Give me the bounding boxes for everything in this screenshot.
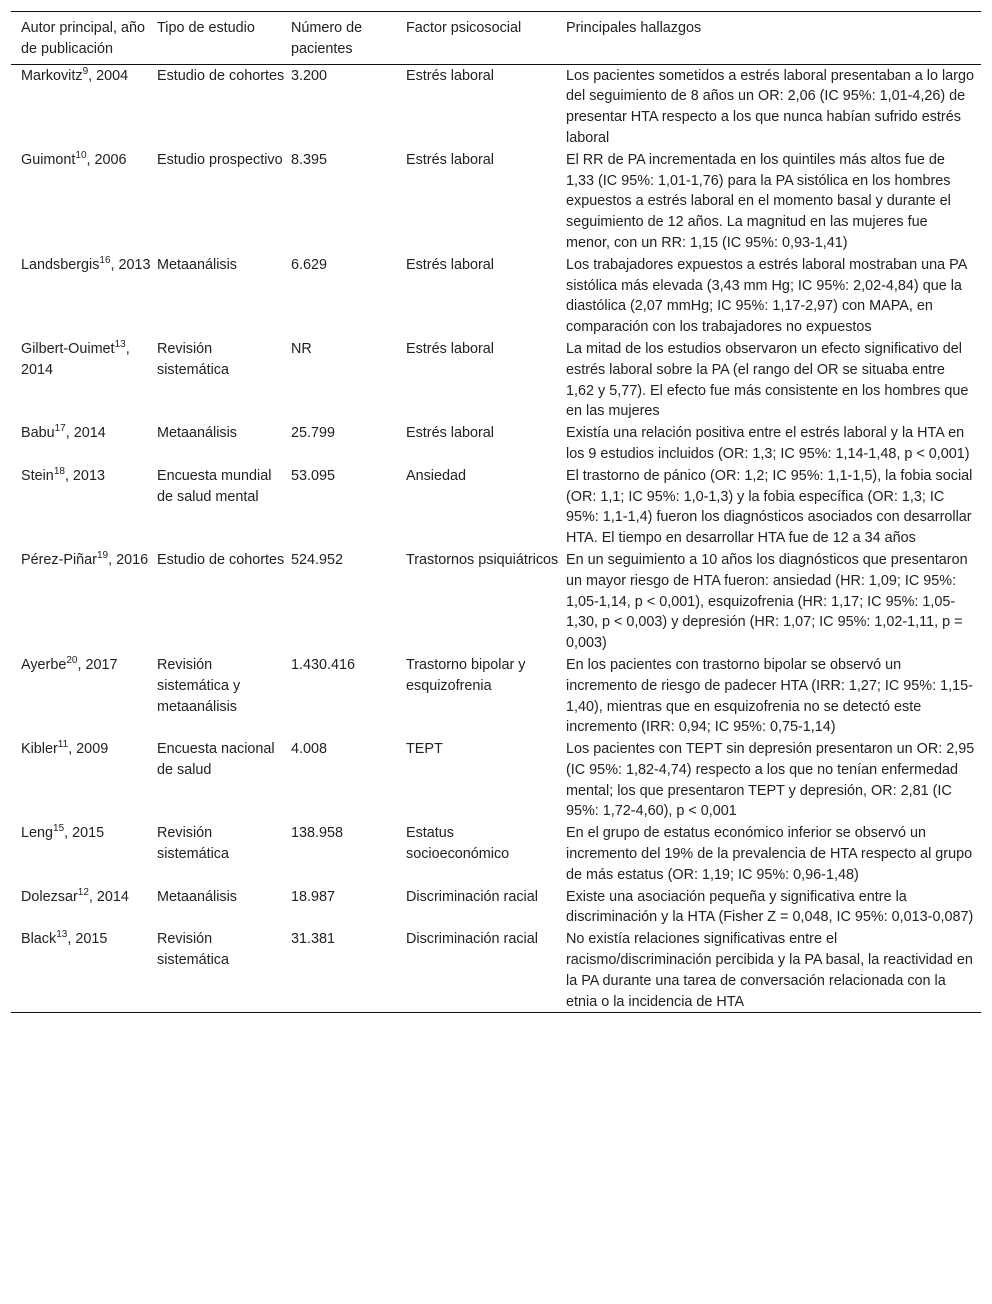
cell-study-type: Metaanálisis: [157, 888, 237, 905]
table-row: [11, 465, 981, 549]
publication-year: , 2013: [110, 256, 151, 273]
author-name: Gilbert-Ouimet: [21, 340, 115, 357]
cell-author: [11, 886, 157, 929]
cell-patients: 18.987: [291, 888, 336, 905]
cell-study-type: Revisión sistemática y metaanálisis: [157, 656, 241, 715]
cell-findings: El RR de PA incrementada en los quintiles más altos fue de 1,33 (IC 95%: 1,01-1,76) para la PA sistólica en los hombres expuestos a estrés laboral en el momento basal y durante el seguimiento de 12 años. La magnitud en las mujeres fue menor, con un RR: 1,15 (IC 95%: 0,93-1,41): [566, 151, 951, 251]
cell-findings: Los pacientes con TEPT sin depresión presentaron un OR: 2,95 (IC 95%: 1,82-4,74) respecto a los que no tenían enfermedad mental; los que presentaron TEPT y depresión, OR: 2,81 (IC 95%: 1,72-4,60), p < 0,001: [566, 741, 975, 820]
publication-year: , 2006: [86, 151, 127, 168]
header-type: Tipo de estudio: [157, 20, 255, 36]
reference-number: 16: [99, 254, 111, 266]
studies-table: [11, 11, 981, 1013]
cell-patients: 53.095: [291, 467, 336, 484]
header-row: [11, 12, 981, 65]
author-name: Kibler: [21, 741, 58, 758]
author-name: Landsbergis: [21, 256, 100, 273]
header-findings: Principales hallazgos: [566, 20, 702, 36]
cell-study-type: Metaanálisis: [157, 256, 237, 273]
cell-author: [11, 738, 157, 822]
cell-author: [11, 822, 157, 885]
publication-year: , 2014: [65, 425, 106, 442]
cell-factor: Estatus socioeconómico: [406, 825, 510, 863]
cell-factor: Estrés laboral: [406, 340, 494, 357]
cell-findings: Existía una relación positiva entre el estrés laboral y la HTA en los 9 estudios incluidos (OR: 1,3; IC 95%: 1,14-1,48, p < 0,001): [566, 425, 970, 462]
cell-findings: Los pacientes sometidos a estrés laboral presentaban a lo largo del seguimiento de 8 años un OR: 2,06 (IC 95%: 1,01-4,26) de presentar HTA respecto a los que nunca habían sufrido estrés laboral: [566, 67, 974, 146]
publication-year: , 2017: [77, 656, 118, 673]
cell-patients: 138.958: [291, 825, 344, 842]
cell-author: [11, 928, 157, 1013]
cell-study-type: Revisión sistemática: [157, 340, 229, 378]
reference-number: 17: [54, 423, 66, 435]
cell-findings: No existía relaciones significativas entre el racismo/discriminación percibida y la PA basal, la reactividad en la PA durante una tarea de conversación relacionada con la etnia o la incidencia de HTA: [566, 931, 973, 1010]
publication-year: , 2016: [108, 551, 149, 568]
table-row: [11, 254, 981, 338]
header-factor: Factor psicosocial: [406, 20, 522, 36]
reference-number: 13: [114, 339, 126, 351]
author-name: Leng: [21, 825, 54, 842]
table-row: [11, 928, 981, 1013]
cell-factor: TEPT: [406, 741, 443, 758]
author-name: Pérez-Piñar: [21, 551, 97, 568]
reference-number: 9: [82, 65, 89, 77]
author-name: Ayerbe: [21, 656, 67, 673]
table-container: [11, 11, 981, 1013]
cell-author: [11, 465, 157, 549]
author-name: Stein: [21, 467, 54, 484]
cell-author: [11, 338, 157, 422]
cell-study-type: Revisión sistemática: [157, 825, 229, 863]
cell-study-type: Metaanálisis: [157, 425, 237, 442]
publication-year: , 2009: [68, 741, 109, 758]
cell-study-type: Revisión sistemática: [157, 931, 229, 969]
table-row: [11, 64, 981, 149]
publication-year: , 2014: [21, 340, 130, 378]
cell-patients: 6.629: [291, 256, 328, 273]
cell-study-type: Estudio de cohortes: [157, 551, 285, 568]
reference-number: 13: [56, 929, 68, 941]
cell-factor: Estrés laboral: [406, 67, 494, 84]
publication-year: , 2013: [64, 467, 105, 484]
cell-factor: Estrés laboral: [406, 425, 494, 442]
cell-factor: Discriminación racial: [406, 888, 538, 905]
author-name: Dolezsar: [21, 888, 78, 905]
table-row: [11, 886, 981, 929]
table-row: [11, 738, 981, 822]
cell-findings: Existe una asociación pequeña y significativa entre la discriminación y la HTA (Fisher Z = 0,048, IC 95%: 0,013-0,087): [566, 888, 974, 926]
reference-number: 20: [66, 655, 78, 667]
author-name: Babu: [21, 425, 55, 442]
table-row: [11, 149, 981, 254]
cell-study-type: Estudio prospectivo: [157, 151, 283, 168]
table-row: [11, 422, 981, 465]
publication-year: , 2015: [64, 825, 105, 842]
cell-patients: 8.395: [291, 151, 328, 168]
cell-findings: En un seguimiento a 10 años los diagnósticos que presentaron un mayor riesgo de HTA fueron: ansiedad (HR: 1,09; IC 95%: 1,05-1,14, p < 0,001), esquizofrenia (HR: 1,17; IC 95%: 1,05-1,30, p < 0,003) y depresión (HR: 1,07; IC 95%: 1,02-1,11, p = 0,003): [566, 551, 968, 652]
author-name: Black: [21, 931, 57, 948]
cell-findings: La mitad de los estudios observaron un efecto significativo del estrés laboral sobre la PA (el rango del OR se situaba entre 1,62 y 5,77). El efecto fue más consistente en los hombres que en las mujeres: [566, 340, 969, 420]
cell-patients: 1.430.416: [291, 656, 356, 673]
cell-patients: 524.952: [291, 551, 344, 568]
cell-factor: Estrés laboral: [406, 151, 494, 168]
reference-number: 19: [96, 550, 109, 562]
reference-number: 18: [53, 465, 65, 477]
cell-findings: El trastorno de pánico (OR: 1,2; IC 95%: 1,1-1,5), la fobia social (OR: 1,1; IC 95%: 1,0-1,3) y la fobia específica (OR: 1,3; IC 95%: 1,1-1,4) fueron los diagnósticos asociados con desarrollar HTA. El tiempo en desarrollar HTA fue de 12 a 34 años: [566, 467, 973, 547]
header-author: Autor principal, año de publicación: [21, 20, 145, 57]
author-name: Markovitz: [21, 67, 83, 84]
table-row: [11, 654, 981, 738]
cell-patients: NR: [291, 340, 312, 357]
cell-patients: 4.008: [291, 741, 328, 758]
reference-number: 10: [75, 149, 87, 161]
publication-year: , 2004: [88, 67, 129, 84]
cell-study-type: Estudio de cohortes: [157, 67, 285, 84]
cell-factor: Trastorno bipolar y esquizofrenia: [406, 656, 526, 694]
table-row: [11, 822, 981, 885]
cell-factor: Estrés laboral: [406, 256, 494, 273]
reference-number: 12: [77, 886, 89, 898]
cell-factor: Ansiedad: [406, 467, 467, 484]
cell-author: [11, 149, 157, 254]
cell-factor: Trastornos psiquiátricos: [406, 551, 559, 568]
cell-study-type: Encuesta mundial de salud mental: [157, 467, 272, 505]
cell-author: [11, 549, 157, 654]
table-row: [11, 338, 981, 422]
publication-year: , 2014: [88, 888, 129, 905]
cell-study-type: Encuesta nacional de salud: [157, 741, 275, 778]
cell-author: [11, 64, 157, 149]
cell-factor: Discriminación racial: [406, 931, 538, 948]
cell-findings: En los pacientes con trastorno bipolar se observó un incremento de riesgo de padecer HTA (IRR: 1,27; IC 95%: 1,15-1,40), mientras que en esquizofrenia no se detectó este incremento (IRR: 0,94; IC 95%: 0,75-1,14): [566, 656, 973, 736]
author-name: Guimont: [21, 151, 76, 168]
cell-findings: En el grupo de estatus económico inferior se observó un incremento del 19% de la prevalencia de HTA respecto al grupo de más estatus (OR: 1,19; IC 95%: 0,96-1,48): [566, 825, 973, 883]
table-row: [11, 549, 981, 654]
cell-author: [11, 422, 157, 465]
cell-author: [11, 254, 157, 338]
cell-author: [11, 654, 157, 738]
cell-patients: 31.381: [291, 931, 336, 948]
publication-year: , 2015: [67, 931, 108, 948]
reference-number: 15: [53, 823, 65, 835]
table-body: [11, 64, 981, 1013]
cell-patients: 3.200: [291, 67, 328, 84]
reference-number: 11: [57, 739, 69, 751]
header-patients: Número de pacientes: [291, 20, 363, 57]
cell-findings: Los trabajadores expuestos a estrés laboral mostraban una PA sistólica más elevada (3,43 mm Hg; IC 95%: 2,02-4,84) que la diastólica (2,07 mmHg; IC 95%: 1,17-2,97) con MAPA, en comparación con los trabajadores no expuestos: [566, 256, 967, 336]
cell-patients: 25.799: [291, 425, 336, 442]
